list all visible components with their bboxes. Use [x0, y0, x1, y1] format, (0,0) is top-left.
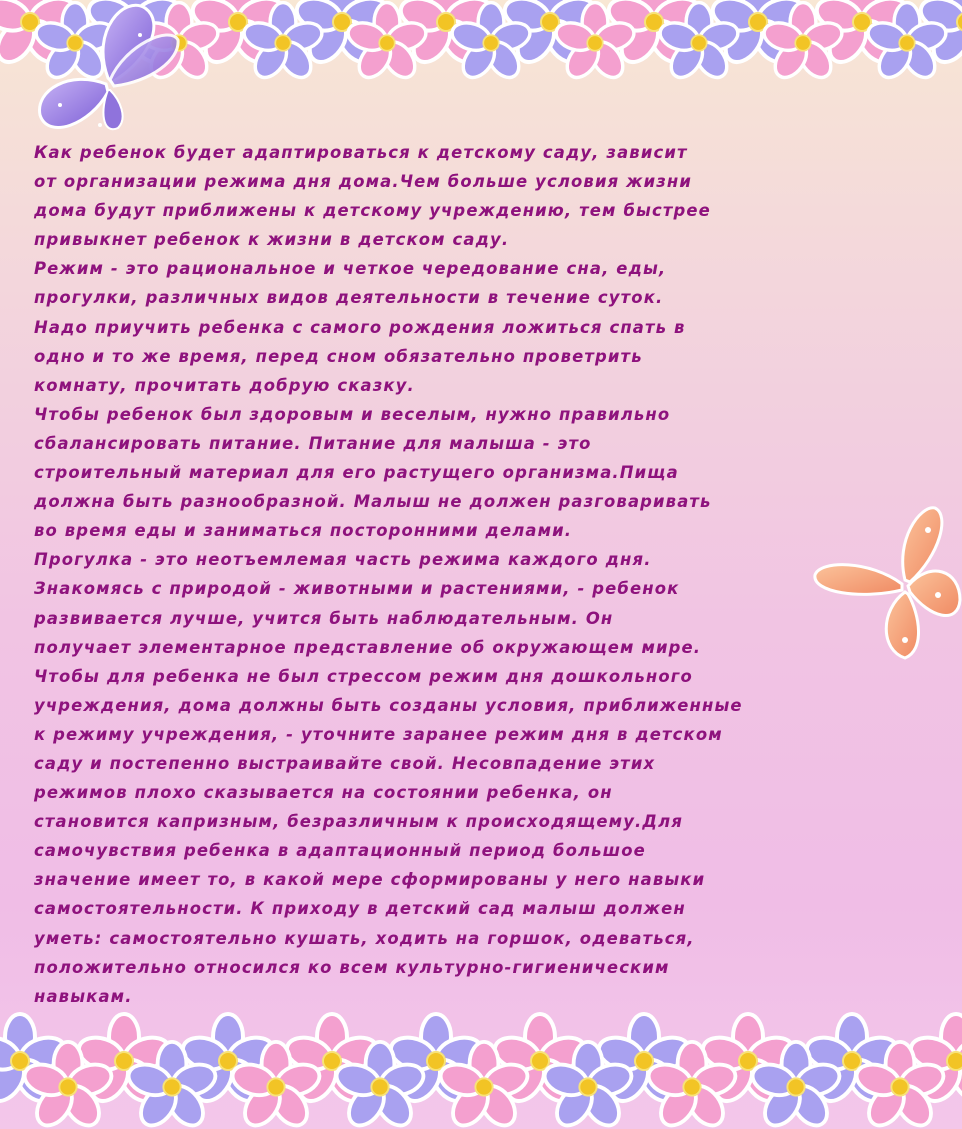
- flower-icon: [332, 1039, 428, 1129]
- text-line: строительный материал для его растущего организма.Пища: [34, 463, 679, 483]
- text-line: сбалансировать питание. Питание для малыша - это: [34, 433, 592, 453]
- text-line: привыкнет ребенок к жизни в детском саду.: [34, 230, 510, 250]
- text-line: значение имеет то, в какой мере сформированы у него навыки: [34, 870, 706, 890]
- text-line: прогулки, различных видов деятельности в течение суток.: [34, 288, 664, 308]
- text-line: комнату, прочитать добрую сказку.: [34, 375, 415, 395]
- text-line: дома будут приближены к детскому учреждению, тем быстрее: [34, 201, 711, 221]
- text-line: одно и то же время, перед сном обязательно проветрить: [34, 346, 643, 366]
- text-line: положительно относился ко всем культурно-гигиеническим: [34, 957, 670, 977]
- text-line: Чтобы ребенок был здоровым и веселым, нужно правильно: [34, 404, 671, 424]
- article-text: [34, 138, 934, 1011]
- text-line: во время еды и заниматься посторонними делами.: [34, 521, 573, 541]
- flower-icon: [748, 1039, 844, 1129]
- text-line: навыкам.: [34, 986, 133, 1006]
- text-line: от организации режима дня дома.Чем больше условия жизни: [34, 172, 692, 192]
- text-line: должна быть разнообразной. Малыш не должен разговаривать: [34, 492, 712, 512]
- text-line: уметь: самостоятельно кушать, ходить на горшок, одеваться,: [34, 928, 695, 948]
- flower-icon: [760, 0, 846, 86]
- text-line: развивается лучше, учится быть наблюдательным. Он: [34, 608, 614, 628]
- flower-icon: [448, 0, 534, 86]
- flower-icon: [344, 0, 430, 86]
- flower-icon: [20, 1039, 116, 1129]
- flower-icon: [552, 0, 638, 86]
- text-line: самочувствия ребенка в адаптационный период большое: [34, 841, 646, 861]
- text-line: Режим - это рациональное и четкое чередование сна, еды,: [34, 259, 667, 279]
- flower-icon: [436, 1039, 532, 1129]
- flower-icon: [124, 1039, 220, 1129]
- orange-butterfly-icon: [810, 500, 962, 665]
- flower-icon: [644, 1039, 740, 1129]
- text-line: Чтобы для ребенка не был стрессом режим дня дошкольного: [34, 666, 693, 686]
- text-line: к режиму учреждения, - уточните заранее режим дня в детском: [34, 724, 723, 744]
- text-line: Знакомясь с природой - животными и растениями, - ребенок: [34, 579, 680, 599]
- flower-icon: [656, 0, 742, 86]
- flower-icon: [540, 1039, 636, 1129]
- text-line: самостоятельности. К приходу в детский сад малыш должен: [34, 899, 686, 919]
- flower-icon: [852, 1039, 948, 1129]
- text-line: Надо приучить ребенка с самого рождения ложиться спать в: [34, 317, 686, 337]
- text-line: режимов плохо сказывается на состоянии ребенка, он: [34, 783, 613, 803]
- purple-butterfly-icon: [30, 0, 180, 145]
- text-line: учреждения, дома должны быть созданы условия, приближенные: [34, 695, 743, 715]
- text-line: получает элементарное представление об окружающем мире.: [34, 637, 702, 657]
- bottom-flower-border: [0, 1009, 962, 1129]
- flower-icon: [228, 1039, 324, 1129]
- text-line: становится капризным, безразличным к происходящему.Для: [34, 812, 684, 832]
- flower-icon: [864, 0, 950, 86]
- text-line: Как ребенок будет адаптироваться к детскому саду, зависит: [34, 143, 688, 162]
- flower-icon: [240, 0, 326, 86]
- text-line: Прогулка - это неотъемлемая часть режима каждого дня.: [34, 550, 652, 570]
- text-line: саду и постепенно выстраивайте свой. Несовпадение этих: [34, 753, 656, 773]
